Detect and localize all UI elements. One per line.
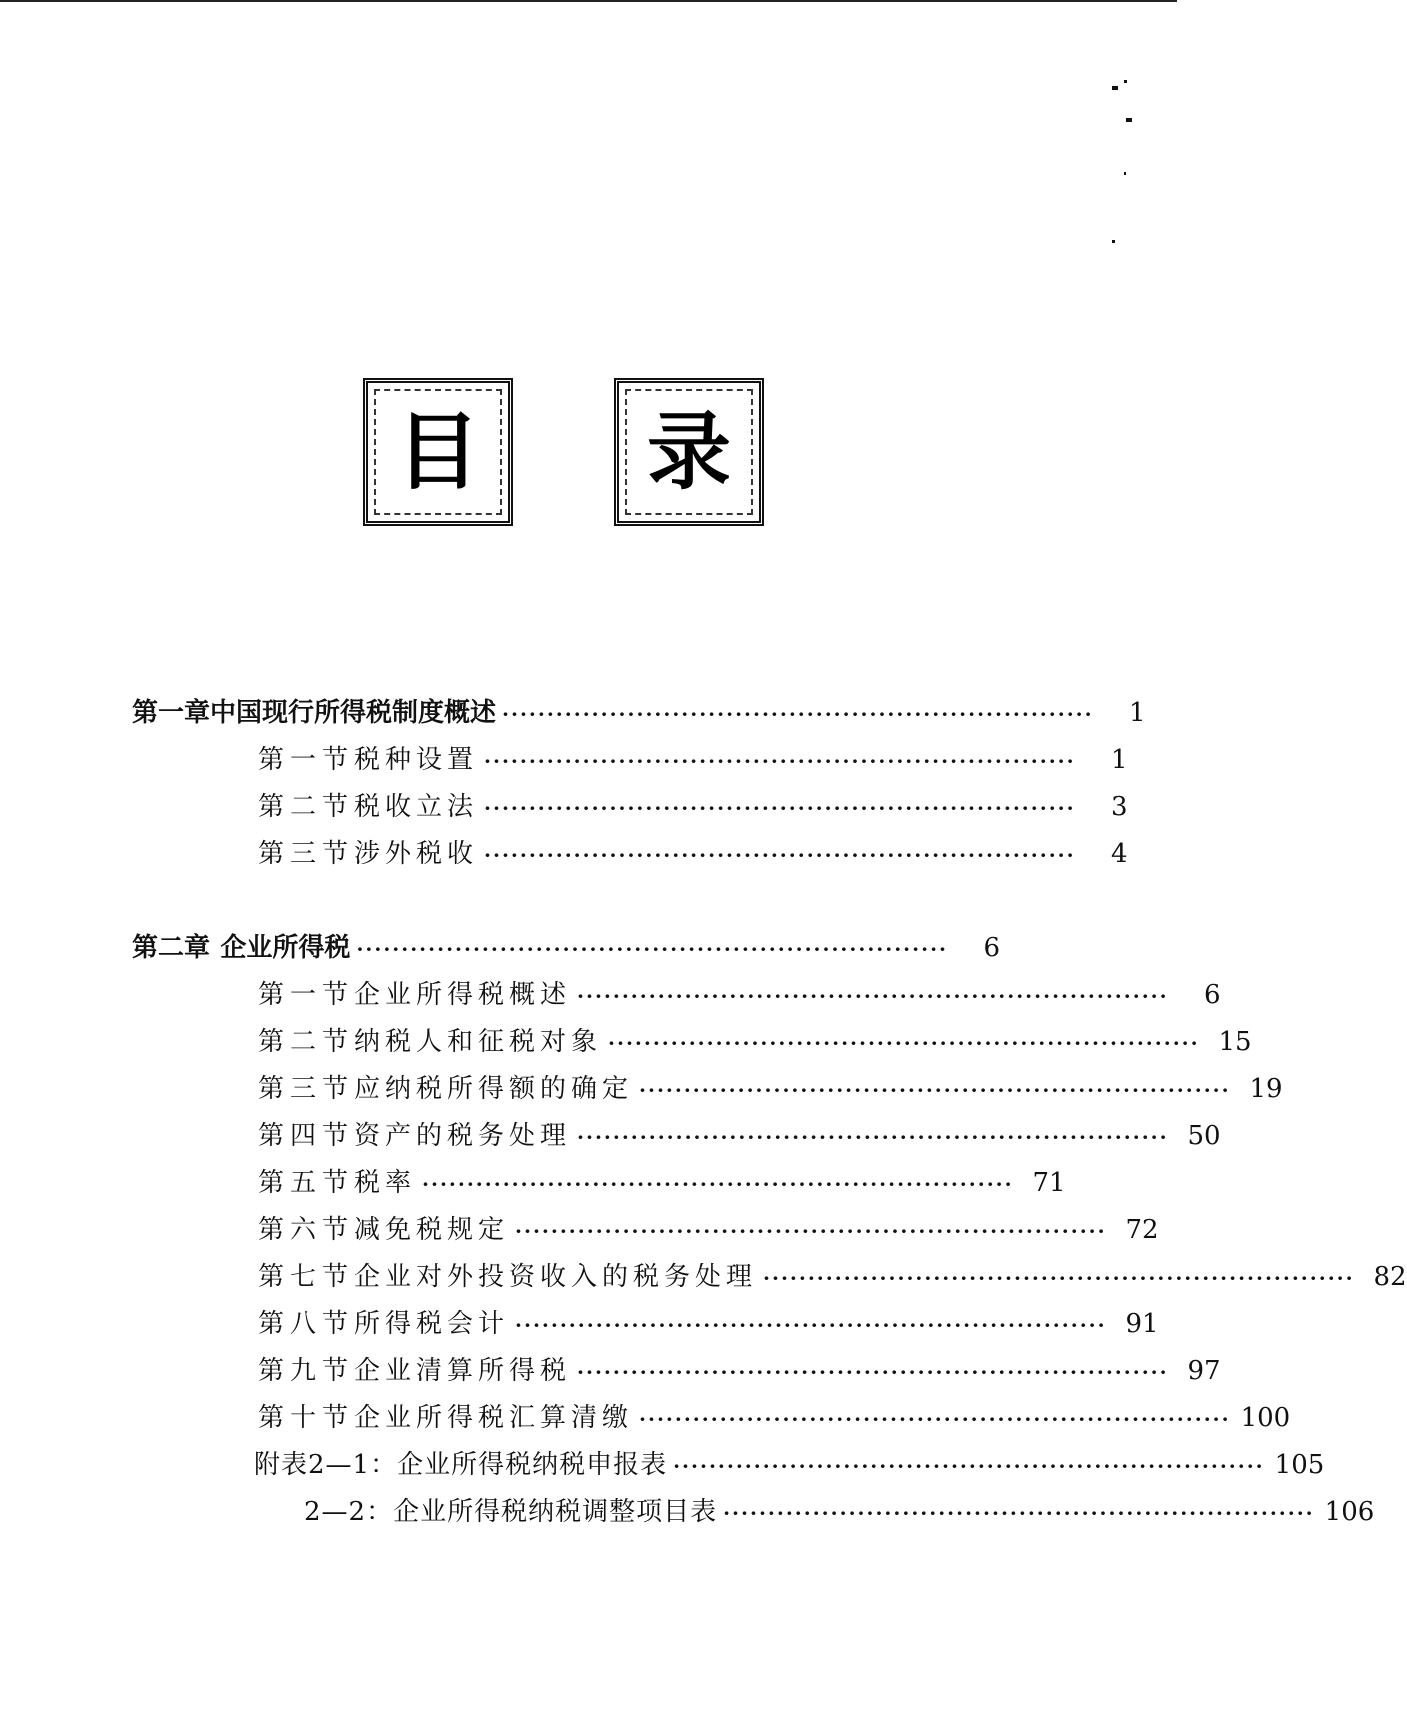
heading-box-mu <box>363 378 513 526</box>
section-number: 第五节 <box>258 1168 355 1198</box>
page-number: 3 <box>1111 792 1128 822</box>
chapter-title: 企业所得税 <box>220 933 351 963</box>
section-title: 资产的税务处理 <box>354 1121 572 1151</box>
scan-speck <box>1126 118 1132 122</box>
section-title: 税率 <box>354 1168 417 1198</box>
toc-section-row[interactable] <box>258 975 1221 1015</box>
section-number: 第三节 <box>258 1074 355 1104</box>
toc-appendix-row[interactable] <box>304 1492 1375 1532</box>
section-title: 涉外税收 <box>354 839 479 869</box>
dot-leader: ·································································· <box>608 1031 1200 1055</box>
dot-leader: ·································································· <box>484 796 1076 820</box>
scan-speck <box>1112 86 1118 90</box>
section-number: 第八节 <box>258 1309 355 1339</box>
chapter-number: 第二章 <box>132 933 211 963</box>
toc-section-row[interactable] <box>258 1163 1066 1203</box>
section-number: 第一节 <box>258 980 355 1010</box>
heading-box-lu <box>614 378 764 526</box>
section-number: 第四节 <box>258 1121 355 1151</box>
toc-section-row[interactable] <box>258 1210 1159 1250</box>
dot-leader: ·································································· <box>763 1266 1355 1290</box>
chapter-number: 第一章 <box>132 698 211 728</box>
page-number: 97 <box>1187 1356 1221 1386</box>
page-number: 1 <box>1129 698 1146 728</box>
page-number: 72 <box>1125 1215 1159 1245</box>
page-number: 106 <box>1324 1497 1375 1527</box>
toc-chapter-row[interactable] <box>132 693 1146 733</box>
dot-leader: ·································································· <box>639 1407 1231 1431</box>
dot-leader: ·································································· <box>502 702 1094 726</box>
dot-leader: ·································································· <box>577 984 1169 1008</box>
section-title: 企业所得税概述 <box>354 980 572 1010</box>
page-number: 71 <box>1032 1168 1066 1198</box>
toc-section-row[interactable] <box>258 1257 1407 1297</box>
page-number: 6 <box>1204 980 1221 1010</box>
page-top-border <box>0 0 1177 2</box>
heading-char-mu: 目 <box>395 403 480 501</box>
section-title: 税种设置 <box>354 745 479 775</box>
section-title: 企业清算所得税 <box>354 1356 572 1386</box>
toc-section-row[interactable] <box>258 1398 1291 1438</box>
toc-section-row[interactable] <box>258 1351 1221 1391</box>
dot-leader: ·································································· <box>577 1125 1169 1149</box>
page-number: 91 <box>1125 1309 1159 1339</box>
chapter-title: 中国现行所得税制度概述 <box>210 698 497 728</box>
toc-section-row[interactable] <box>258 740 1128 780</box>
dot-leader: ·································································· <box>515 1219 1107 1243</box>
page-number: 82 <box>1373 1262 1407 1292</box>
toc-section-row[interactable] <box>258 1304 1159 1344</box>
toc-appendix-row[interactable] <box>254 1445 1325 1485</box>
page-number: 105 <box>1274 1450 1325 1480</box>
toc-section-row[interactable] <box>258 834 1128 874</box>
dot-leader: ·································································· <box>356 937 948 961</box>
section-number: 第七节 <box>258 1262 355 1292</box>
section-number: 第二节 <box>258 792 355 822</box>
appendix-label: 附表2—1：企业所得税纳税申报表 <box>254 1450 668 1480</box>
section-number: 第三节 <box>258 839 355 869</box>
scan-speck <box>1124 80 1127 83</box>
heading-char-lu: 录 <box>646 403 731 501</box>
appendix-label: 2—2：企业所得税纳税调整项目表 <box>304 1497 718 1527</box>
section-number: 第九节 <box>258 1356 355 1386</box>
section-title: 企业所得税汇算清缴 <box>354 1403 634 1433</box>
section-number: 第十节 <box>258 1403 355 1433</box>
section-number: 第二节 <box>258 1027 355 1057</box>
dot-leader: ·································································· <box>723 1501 1315 1525</box>
dot-leader: ·································································· <box>577 1360 1169 1384</box>
dot-leader: ·································································· <box>515 1313 1107 1337</box>
dot-leader: ·································································· <box>484 843 1076 867</box>
section-number: 第六节 <box>258 1215 355 1245</box>
toc-section-row[interactable] <box>258 787 1128 827</box>
section-title: 所得税会计 <box>354 1309 510 1339</box>
page-number: 100 <box>1240 1403 1291 1433</box>
section-title: 纳税人和征税对象 <box>354 1027 603 1057</box>
toc-section-row[interactable] <box>258 1116 1221 1156</box>
page-number: 6 <box>983 933 1000 963</box>
scan-speck <box>1112 240 1115 243</box>
toc-section-row[interactable] <box>258 1069 1283 1109</box>
dot-leader: ·································································· <box>422 1172 1014 1196</box>
scan-speck <box>1124 172 1126 175</box>
toc-chapter-row[interactable] <box>132 928 1000 968</box>
page-number: 19 <box>1249 1074 1283 1104</box>
dot-leader: ·································································· <box>484 749 1076 773</box>
page-number: 50 <box>1187 1121 1221 1151</box>
page-number: 15 <box>1218 1027 1252 1057</box>
toc-section-row[interactable] <box>258 1022 1252 1062</box>
dot-leader: ·································································· <box>673 1454 1265 1478</box>
section-number: 第一节 <box>258 745 355 775</box>
page-number: 1 <box>1111 745 1128 775</box>
page-number: 4 <box>1111 839 1128 869</box>
section-title: 减免税规定 <box>354 1215 510 1245</box>
section-title: 税收立法 <box>354 792 479 822</box>
section-title: 企业对外投资收入的税务处理 <box>354 1262 758 1292</box>
section-title: 应纳税所得额的确定 <box>354 1074 634 1104</box>
dot-leader: ·································································· <box>639 1078 1231 1102</box>
